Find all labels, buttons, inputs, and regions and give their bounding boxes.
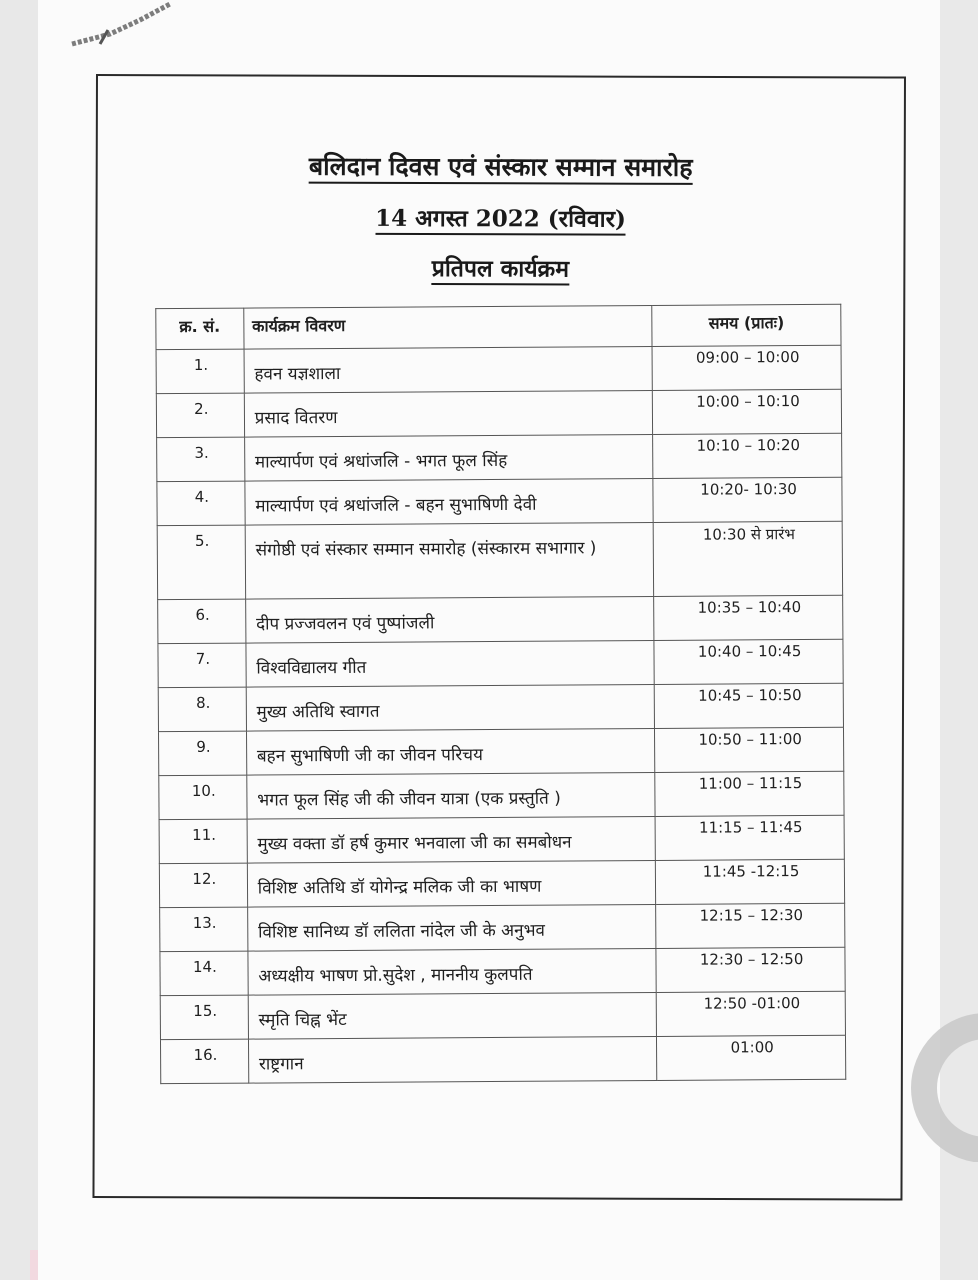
header-time: समय (प्रातः) bbox=[652, 304, 841, 346]
row-serial: 7. bbox=[158, 643, 246, 688]
row-time: 10:00 – 10:10 bbox=[653, 389, 842, 434]
row-description: माल्यार्पण एवं श्रधांजलि - बहन सुभाषिणी देवी bbox=[245, 478, 654, 525]
row-description: स्मृति चिह्न भेंट bbox=[248, 992, 657, 1039]
row-serial: 3. bbox=[157, 437, 245, 482]
event-date: 14 अगस्त 2022 (रविवार) bbox=[98, 200, 904, 235]
row-time: 12:15 – 12:30 bbox=[656, 903, 845, 948]
row-description: हवन यज्ञशाला bbox=[244, 346, 653, 393]
row-serial: 12. bbox=[159, 863, 247, 908]
circular-scan-overlay-icon bbox=[888, 1012, 978, 1162]
left-margin bbox=[0, 0, 38, 1280]
row-serial: 13. bbox=[160, 907, 248, 952]
row-description: राष्ट्रगान bbox=[248, 1036, 657, 1083]
row-description: माल्यार्पण एवं श्रधांजलि - भगत फूल सिंह bbox=[244, 434, 653, 481]
row-time: 01:00 bbox=[657, 1035, 846, 1080]
row-time: 12:30 – 12:50 bbox=[656, 947, 845, 992]
table-row bbox=[158, 683, 843, 731]
row-description: भगत फूल सिंह जी की जीवन यात्रा (एक प्रस्तुति ) bbox=[247, 772, 656, 819]
row-time: 09:00 – 10:00 bbox=[652, 345, 841, 390]
table-row bbox=[157, 521, 842, 599]
table-row bbox=[160, 1035, 845, 1083]
row-time: 11:45 -12:15 bbox=[656, 859, 845, 904]
table-header-row bbox=[156, 304, 841, 349]
table-row bbox=[159, 859, 844, 907]
row-serial: 14. bbox=[160, 951, 248, 996]
row-description: बहन सुभाषिणी जी का जीवन परिचय bbox=[246, 728, 655, 775]
table-row bbox=[160, 903, 845, 951]
table-row bbox=[159, 815, 844, 863]
row-serial: 6. bbox=[158, 599, 246, 644]
row-time: 10:30 से प्रारंभ bbox=[653, 521, 842, 596]
header-serial-number: क्र. सं. bbox=[156, 308, 244, 350]
table-row bbox=[158, 639, 843, 687]
row-description: मुख्य अतिथि स्वागत bbox=[246, 684, 655, 731]
row-description: संगोष्ठी एवं संस्कार सम्मान समारोह (संस्कारम सभागार ) bbox=[245, 522, 654, 599]
row-time: 11:15 – 11:45 bbox=[655, 815, 844, 860]
table-row bbox=[157, 433, 842, 481]
row-time: 10:40 – 10:45 bbox=[654, 639, 843, 684]
row-serial: 10. bbox=[159, 775, 247, 820]
table-row bbox=[156, 389, 841, 437]
table-row bbox=[158, 595, 843, 643]
row-serial: 11. bbox=[159, 819, 247, 864]
row-serial: 1. bbox=[156, 349, 244, 394]
row-description: दीप प्रज्जवलन एवं पुष्पांजली bbox=[245, 596, 654, 643]
table-row bbox=[158, 727, 843, 775]
table-row bbox=[157, 477, 842, 525]
row-time: 11:00 – 11:15 bbox=[655, 771, 844, 816]
document-frame bbox=[92, 74, 906, 1201]
row-serial: 15. bbox=[160, 995, 248, 1040]
schedule-title: प्रतिपल कार्यक्रम bbox=[97, 250, 903, 285]
row-description: प्रसाद वितरण bbox=[244, 390, 653, 437]
table-row bbox=[160, 991, 845, 1039]
table-row bbox=[159, 771, 844, 819]
row-time: 10:10 – 10:20 bbox=[653, 433, 842, 478]
row-time: 10:35 – 10:40 bbox=[654, 595, 843, 640]
row-description: विशिष्ट अतिथि डॉ योगेन्द्र मलिक जी का भाषण bbox=[247, 860, 656, 907]
row-description: अध्यक्षीय भाषण प्रो.सुदेश , माननीय कुलपति bbox=[248, 948, 657, 995]
table-row bbox=[156, 345, 841, 393]
row-description: मुख्य वक्ता डॉ हर्ष कुमार भनवाला जी का समबोधन bbox=[247, 816, 656, 863]
row-serial: 2. bbox=[156, 393, 244, 438]
row-serial: 9. bbox=[158, 731, 246, 776]
row-time: 10:20- 10:30 bbox=[653, 477, 842, 522]
table-row bbox=[160, 947, 845, 995]
row-time: 12:50 -01:00 bbox=[656, 991, 845, 1036]
row-serial: 16. bbox=[160, 1039, 248, 1084]
row-description: विश्वविद्यालय गीत bbox=[246, 640, 655, 687]
binder-chain-decoration bbox=[70, 0, 180, 50]
row-time: 10:50 – 11:00 bbox=[655, 727, 844, 772]
schedule-table bbox=[155, 304, 846, 1084]
row-description: विशिष्ट सानिध्य डॉ ललिता नांदेल जी के अनुभव bbox=[247, 904, 656, 951]
row-serial: 4. bbox=[157, 481, 245, 526]
pink-edge bbox=[30, 1250, 38, 1280]
event-title: बलिदान दिवस एवं संस्कार सम्मान समारोह bbox=[98, 148, 904, 185]
row-serial: 8. bbox=[158, 687, 246, 732]
row-serial: 5. bbox=[157, 525, 245, 600]
header-program-description: कार्यक्रम विवरण bbox=[244, 305, 653, 349]
row-time: 10:45 – 10:50 bbox=[654, 683, 843, 728]
